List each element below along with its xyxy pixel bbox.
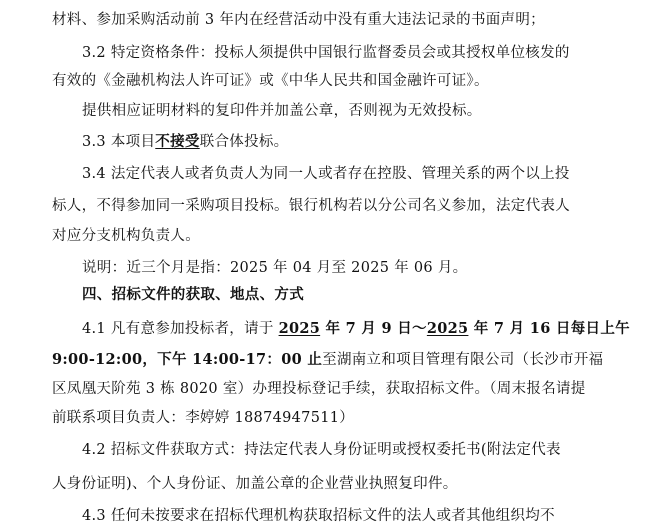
date-year: 2025 — [278, 320, 321, 337]
date-year: 2025 — [426, 320, 469, 337]
text-line: 标人，不得参加同一采购项目投标。银行机构若以分公司名义参加，法定代表人 — [52, 198, 570, 214]
text-segment: 3.3 本项目 — [82, 134, 156, 150]
text-line — [0, 319, 648, 339]
date-text: 年 7 月 9 日～ — [320, 320, 427, 337]
text-line: 提供相应证明材料的复印件并加盖公章，否则视为无效投标。 — [82, 103, 482, 119]
text-line: 说明：近三个月是指：2025 年 04 月至 2025 年 06 月。 — [82, 260, 468, 276]
section-heading: 四、招标文件的获取、地点、方式 — [82, 286, 304, 303]
text-line: 3.4 法定代表人或者负责人为同一人或者存在控股、管理关系的两个以上投 — [82, 166, 570, 182]
text-segment: 4.1 凡有意参加投标者，请于 — [82, 321, 279, 337]
text-line: 材料、参加采购活动前 3 年内在经营活动中没有重大违法记录的书面声明； — [52, 12, 545, 28]
text-line: 3.2 特定资格条件：投标人须提供中国银行监督委员会或其授权单位核发的 — [82, 45, 570, 61]
time-range: 9:00-12:00，下午 14:00-17：00 止 — [52, 351, 323, 368]
text-line — [0, 132, 648, 152]
date-text: 年 7 月 16 日每日上午 — [468, 320, 630, 337]
text-line: 4.2 招标文件获取方式：持法定代表人身份证明或授权委托书(附法定代表 — [82, 442, 561, 458]
text-line: 对应分支机构负责人。 — [52, 228, 200, 244]
text-line: 区凤凰天阶苑 3 栋 8020 室）办理投标登记手续，获取招标文件。（周末报名请提 — [52, 381, 586, 397]
text-line — [0, 350, 648, 370]
text-line: 有效的《金融机构法人许可证》或《中华人民共和国金融许可证》。 — [52, 73, 489, 89]
text-line: 4.3 任何未按要求在招标代理机构获取招标文件的法人或者其他组织均不 — [82, 508, 555, 524]
text-line: 人身份证明)、个人身份证、加盖公章的企业营业执照复印件。 — [52, 476, 458, 492]
text-segment: 至湖南立和项目管理有限公司（长沙市开福 — [322, 352, 604, 368]
text-line: 前联系项目负责人：李婷婷 18874947511） — [52, 410, 355, 426]
text-segment: 联合体投标。 — [199, 134, 289, 150]
emphasis-not-accepted: 不接受 — [155, 133, 200, 150]
